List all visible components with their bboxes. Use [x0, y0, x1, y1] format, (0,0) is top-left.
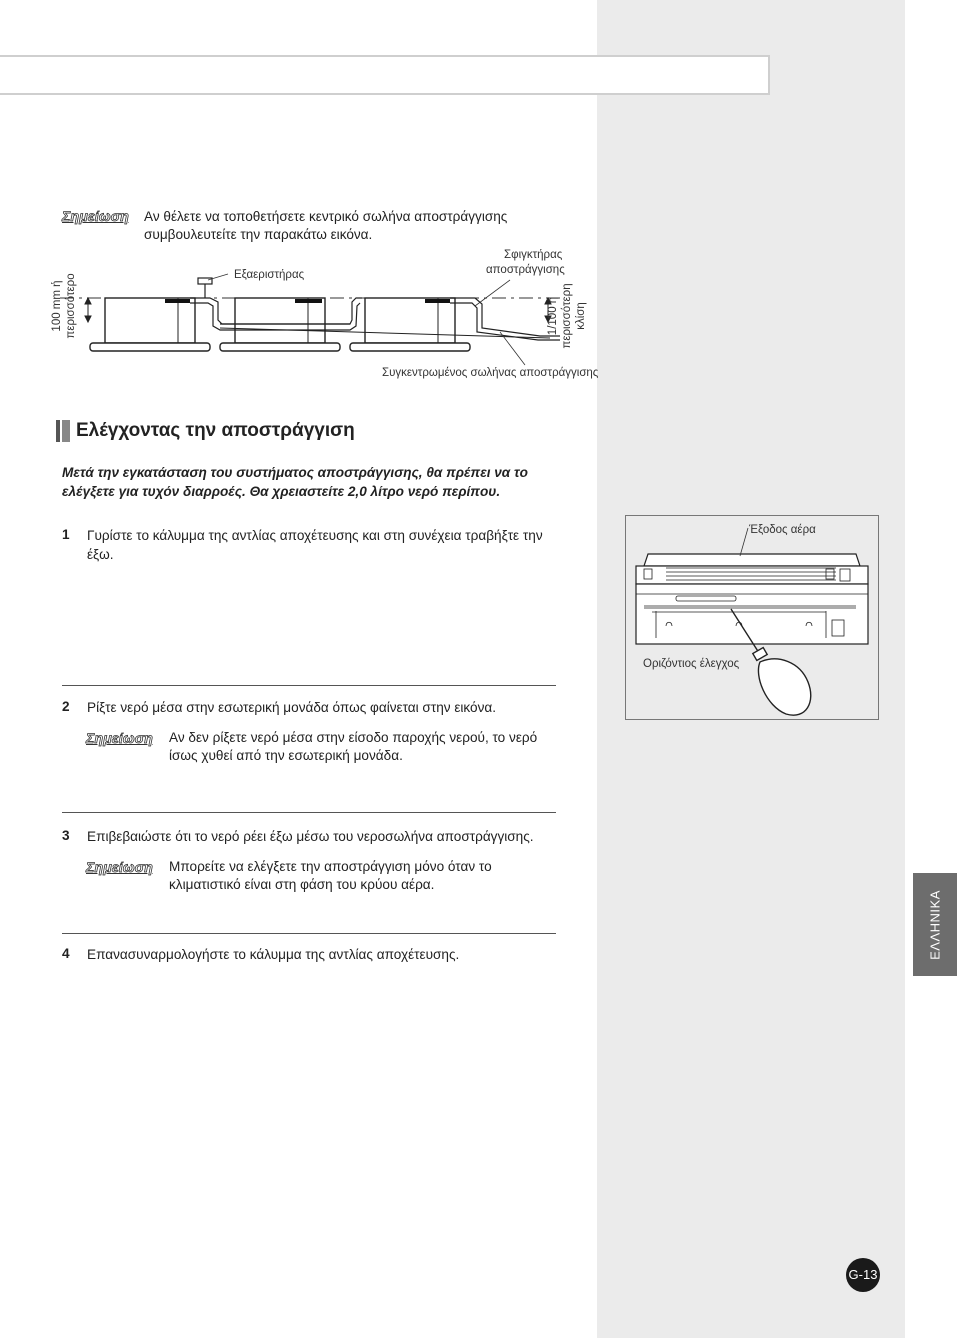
step-1-line2: έξω.: [87, 547, 114, 562]
intro-note-line2: συμβουλευτείτε την παρακάτω εικόνα.: [144, 227, 373, 242]
step-3-line1: Επιβεβαιώστε ότι το νερό ρέει έξω μέσω του νεροσωλήνα αποστράγγισης.: [87, 829, 534, 844]
step-number: 3: [62, 828, 70, 843]
divider: [62, 812, 556, 813]
header-bar: [0, 55, 770, 95]
section-intro-line1: Μετά την εγκατάσταση του συστήματος αποστράγγισης, θα πρέπει να το: [62, 465, 528, 480]
divider: [62, 685, 556, 686]
note-badge: Σημείωση: [86, 730, 153, 746]
height-label-line1: 100 mm ή: [51, 280, 63, 332]
slope-label-line1: 1/100 ή: [547, 296, 559, 336]
step-1-line1: Γυρίστε το κάλυμμα της αντλίας αποχέτευσης και στη συνέχεια τραβήξτε την: [87, 528, 543, 543]
language-tab-label: ΕΛΛΗΝΙΚΑ: [927, 889, 943, 960]
section-intro-line2: ελέγξετε για τυχόν διαρροές. Θα χρειαστείτε 2,0 λίτρο νερό περίπου.: [62, 484, 501, 499]
step-number: 2: [62, 699, 70, 714]
step-2-note-line1: Αν δεν ρίξετε νερό μέσα στην είσοδο παροχής νερού, το νερό: [169, 730, 538, 745]
title-marker-bar: [56, 420, 60, 442]
page-number: G-13: [846, 1258, 880, 1292]
indoor-unit-figure: [626, 516, 878, 719]
collective-pipe-label: Συγκεντρωμένος σωλήνας αποστράγγισης: [382, 367, 599, 379]
note-badge: Σημείωση: [62, 208, 129, 224]
step-2-note-line2: ίσως χυθεί από την εσωτερική μονάδα.: [169, 748, 403, 763]
step-4-line1: Επανασυναρμολογήστε το κάλυμμα της αντλίας αποχέτευσης.: [87, 947, 460, 962]
step-3-note-line2: κλιματιστικό είναι στη φάση του κρύου αέρα.: [169, 877, 435, 892]
note-badge: Σημείωση: [86, 859, 153, 875]
language-tab: [913, 873, 957, 976]
air-outlet-label: Έξοδος αέρα: [749, 524, 816, 536]
divider: [62, 933, 556, 934]
height-label-line2: περισσότερο: [65, 273, 77, 339]
slope-label-line3: κλίση: [575, 302, 587, 330]
clamp-label-line1: Σφιγκτήρας: [504, 249, 563, 261]
step-2-line1: Ρίξτε νερό μέσα στην εσωτερική μονάδα όπως φαίνεται στην εικόνα.: [87, 700, 497, 715]
title-marker-bar-2: [62, 420, 70, 442]
intro-note-line1: Αν θέλετε να τοποθετήσετε κεντρικό σωλήνα αποστράγγισης: [144, 209, 508, 224]
vent-label: Εξαεριστήρας: [234, 269, 305, 281]
clamp-label-line2: αποστράγγισης: [486, 264, 565, 276]
slope-label-line2: περισσότερη: [561, 283, 573, 349]
section-title: Ελέγχοντας την αποστράγγιση: [76, 420, 355, 441]
step-number: 1: [62, 527, 70, 542]
step-number: 4: [62, 946, 70, 961]
step-3-note-line1: Μπορείτε να ελέγξετε την αποστράγγιση μόνο όταν το: [169, 859, 492, 874]
horizontal-louver-label: Οριζόντιος έλεγχος: [643, 658, 740, 670]
